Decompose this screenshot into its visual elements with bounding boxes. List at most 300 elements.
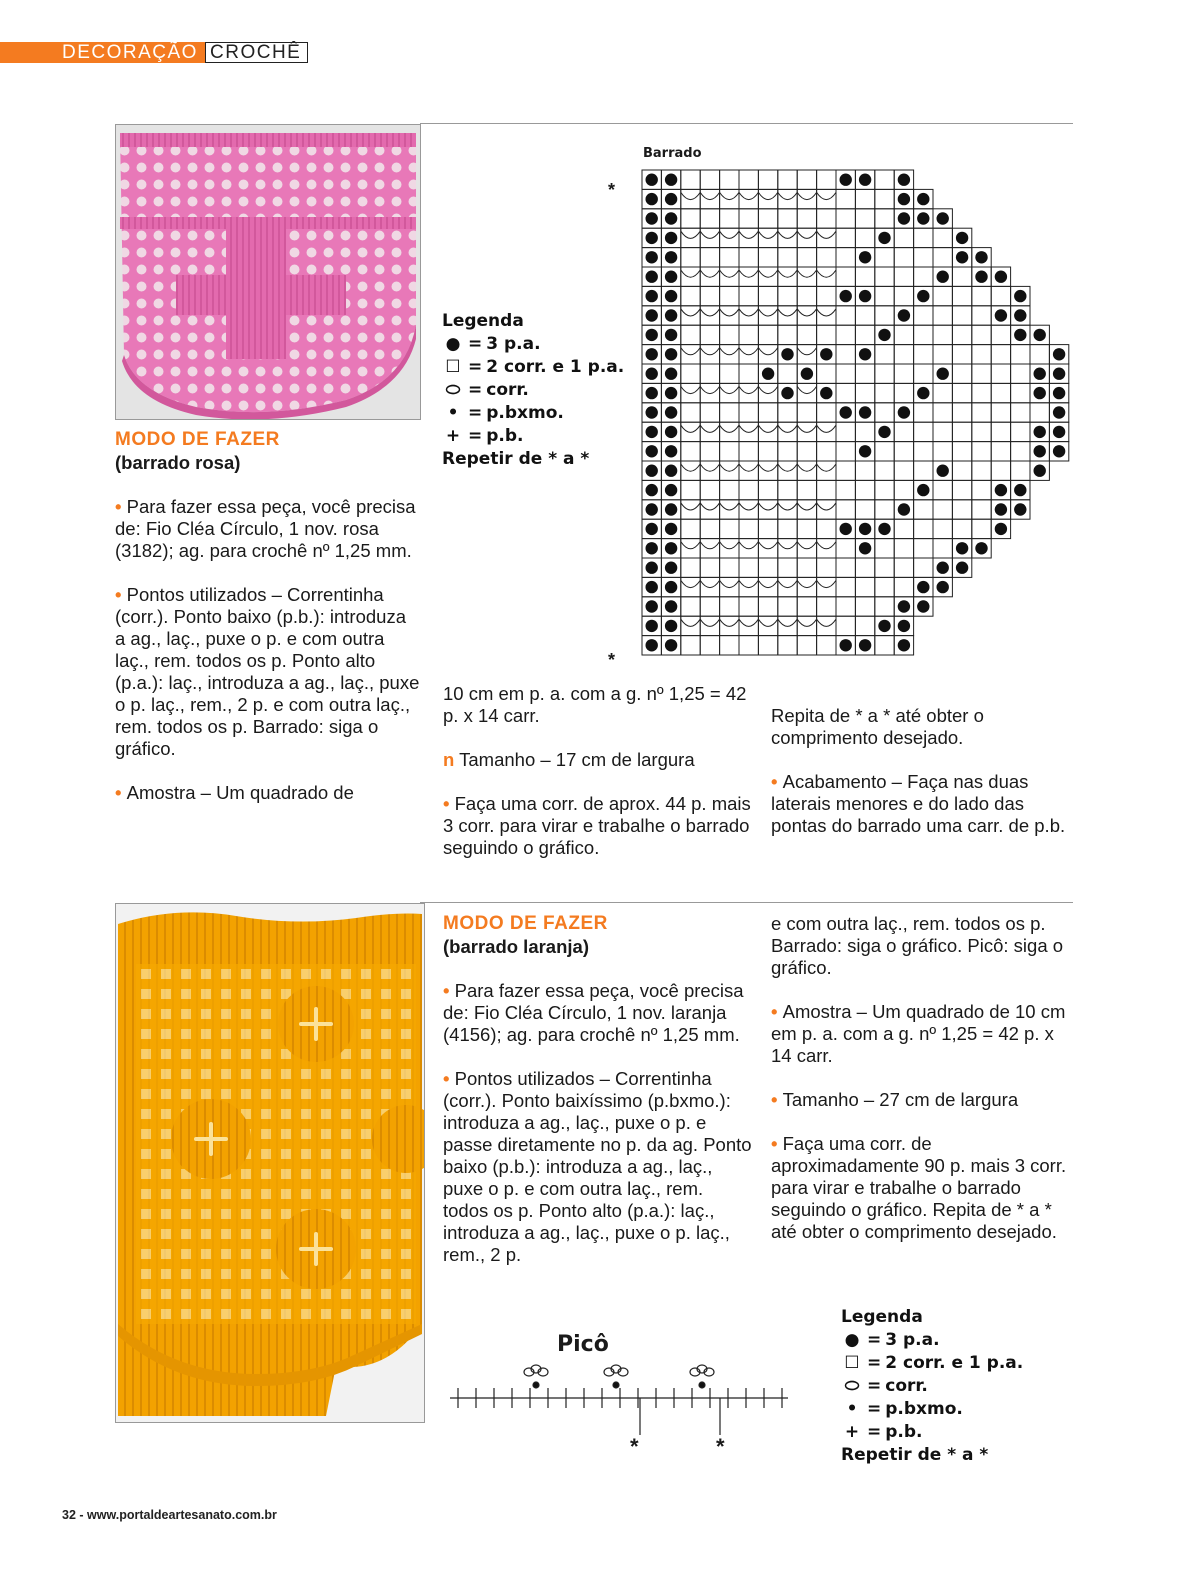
chart-cell [758,558,777,577]
chart-cell [914,267,933,286]
laranja-subheading: (barrado laranja) [443,936,589,957]
legend-title: Legenda [442,311,524,331]
chart-title: Barrado [643,146,702,161]
chart-cell [894,577,913,596]
orange-crochet-photo [115,903,425,1423]
chart-cell [778,500,797,519]
laranja-instructions [443,912,753,1288]
chart-cell [681,248,700,267]
chart-chain-arc [739,348,758,355]
chart-cell [914,248,933,267]
chart-chain-arc [758,580,777,587]
chart-chain-arc [720,619,739,626]
chart-stitch-dot [840,406,852,418]
chart-stitch-dot [646,620,658,632]
chart-stitch-dot [995,523,1007,535]
chart-cell [758,636,777,655]
legend-row: ☐ = 2 corr. e 1 p.a. [442,356,624,379]
chart-stitch-dot [917,212,929,224]
chart-stitch-dot [1053,348,1065,360]
chart-chain-arc [720,309,739,316]
pico-loop [604,1365,628,1388]
chart-stitch-dot [646,406,658,418]
chart-chain-arc [720,580,739,587]
chart-cell [836,442,855,461]
chart-cell [778,519,797,538]
chart-cell [855,209,874,228]
chart-cell [700,383,719,402]
chart-chain-arc [700,503,719,510]
chart-chain-arc [778,542,797,549]
chart-chain-arc [681,425,700,432]
chart-chain-arc [797,386,816,393]
chart-cell [817,325,836,344]
chart-cell [797,248,816,267]
chart-stitch-dot [995,309,1007,321]
chart-cell [952,306,971,325]
chart-stitch-dot [665,290,677,302]
chart-chain-arc [758,464,777,471]
chart-cell [720,519,739,538]
chart-cell [894,267,913,286]
chart-cell [933,248,952,267]
chart-stitch-dot [898,212,910,224]
chart-chain-arc [817,619,836,626]
chart-cell [952,383,971,402]
chart-cell [817,442,836,461]
chart-chain-arc [700,580,719,587]
chart-cell [894,558,913,577]
chart-cell [991,383,1010,402]
chart-cell [855,461,874,480]
chart-cell [875,306,894,325]
chart-cell [778,364,797,383]
chart-cell [875,403,894,422]
chart-stitch-dot [937,271,949,283]
chart-cell [836,267,855,286]
chart-cell [681,403,700,422]
chart-cell [817,286,836,305]
chart-chain-arc [739,386,758,393]
chart-chain-arc [681,309,700,316]
chart-cell [836,422,855,441]
bullet-icon: • [443,1068,455,1089]
chart-cell [758,345,777,364]
chart-stitch-dot [917,193,929,205]
chart-cell [836,189,855,208]
chart-cell [817,597,836,616]
chart-stitch-dot [1034,426,1046,438]
legend-text: 2 corr. e 1 p.a. [885,1353,1024,1373]
chart-cell [1030,345,1049,364]
chart-cell [855,267,874,286]
chart-stitch-dot [859,174,871,186]
chart-cell [972,442,991,461]
legend-row: ⬭ = corr. [442,379,624,402]
chart-cell [952,461,971,480]
chart-cell [681,597,700,616]
chart-stitch-dot [898,193,910,205]
chart-cell [894,325,913,344]
chart-stitch-dot [646,309,658,321]
chart-cell [817,519,836,538]
chart-cell [778,228,797,247]
chart-stitch-dot [665,484,677,496]
chart-cell [952,267,971,286]
chart-cell [836,325,855,344]
chart-stitch-dot [646,445,658,457]
chart-cell [720,383,739,402]
chart-chain-arc [700,192,719,199]
chart-stitch-dot [917,600,929,612]
chart-cell [952,286,971,305]
chart-stitch-dot [840,174,852,186]
chart-cell [778,170,797,189]
section-label: DECORAÇÃO [62,42,198,63]
chart-stitch-dot [665,542,677,554]
chart-chain-arc [778,231,797,238]
chart-stitch-dot [898,503,910,515]
chart-cell [681,636,700,655]
chart-stitch-dot [859,251,871,263]
chart-chain-arc [681,619,700,626]
chart-cell [681,286,700,305]
chart-cell [855,306,874,325]
chart-stitch-dot [995,503,1007,515]
chart-cell [855,480,874,499]
chart-stitch-dot [781,387,793,399]
chart-chain-arc [778,580,797,587]
rosa-instructions [115,428,420,826]
chart-cell [700,403,719,422]
chart-stitch-dot [937,368,949,380]
legend-text: corr. [885,1376,928,1396]
chart-cell [700,500,719,519]
chart-cell [739,442,758,461]
chart-cell [797,170,816,189]
chart-cell [875,500,894,519]
chart-chain-arc [817,503,836,510]
square-icon: ☐ [445,357,461,377]
chart-cell [914,306,933,325]
legend-title: Legenda [841,1307,923,1327]
legend-row: ⬭ = corr. [841,1375,1023,1398]
legend-text: p.bxmo. [885,1399,963,1419]
chart-cell [797,228,816,247]
chart-chain-arc [817,231,836,238]
chart-cell [739,345,758,364]
chart-cell [817,636,836,655]
chart-cell [720,636,739,655]
chart-stitch-dot [1053,406,1065,418]
plus-icon: + [844,1422,860,1442]
chart-chain-arc [700,386,719,393]
chart-stitch-dot [1034,387,1046,399]
pico-star-2: * [716,1434,725,1459]
page-footer: 32 - www.portaldeartesanato.com.br [62,1508,277,1522]
chart-chain-arc [797,309,816,316]
chart-cell [778,480,797,499]
chart-cell [836,616,855,635]
chart-stitch-dot [665,406,677,418]
chart-cell [739,170,758,189]
oval-icon: ⬭ [445,380,461,400]
chart-cell [758,248,777,267]
chart-chain-arc [681,270,700,277]
chart-cell [720,403,739,422]
chart-chain-arc [797,542,816,549]
chart-cell [991,403,1010,422]
chart-cell [778,209,797,228]
legend-text: 3 p.a. [885,1330,940,1350]
chart-cell [739,209,758,228]
chart-chain-arc [797,619,816,626]
chart-cell [875,577,894,596]
chart-cell [739,248,758,267]
chart-cell [700,170,719,189]
chart-cell [1011,442,1030,461]
chart-cell [739,597,758,616]
chart-chain-arc [758,270,777,277]
chart-stitch-dot [665,174,677,186]
legend-text: p.b. [885,1422,923,1442]
chart-cell [778,558,797,577]
chart-chain-arc [681,192,700,199]
chart-stitch-dot [665,426,677,438]
chart-cell [855,558,874,577]
repeat-star-top: * [608,180,616,200]
legend-top [442,310,624,471]
chart-cell [972,422,991,441]
chart-cell [720,325,739,344]
chart-stitch-dot [665,445,677,457]
chart-stitch-dot [898,600,910,612]
repeat-star-bottom: * [608,650,616,670]
chart-cell [739,325,758,344]
laranja-sample: Amostra – Um quadrado de 10 cm em p. a. com a g. nº 1,25 = 42 p. x 14 carr. [771,1001,1066,1066]
chart-chain-arc [739,192,758,199]
rosa-instructions-right [771,705,1071,859]
chart-stitch-dot [665,620,677,632]
chart-cell [933,403,952,422]
chart-cell [720,500,739,519]
chart-stitch-dot [975,271,987,283]
chart-cell [894,422,913,441]
chart-cell [836,558,855,577]
chart-stitch-dot [646,426,658,438]
chart-cell [933,306,952,325]
chart-stitch-dot [878,523,890,535]
chart-chain-arc [720,464,739,471]
bullet-icon: • [115,496,127,517]
chart-chain-arc [739,425,758,432]
chart-cell [758,286,777,305]
chart-stitch-dot [665,251,677,263]
chart-stitch-dot [956,251,968,263]
chart-cell [797,325,816,344]
chart-chain-arc [797,464,816,471]
chart-stitch-dot [1034,445,1046,457]
chart-chain-arc [720,231,739,238]
chart-cell [700,345,719,364]
chart-stitch-dot [1034,329,1046,341]
chart-cell [700,325,719,344]
chart-cell [972,519,991,538]
chart-stitch-dot [665,465,677,477]
chart-chain-arc [758,503,777,510]
chart-chain-arc [720,386,739,393]
chart-stitch-dot [646,212,658,224]
square-icon: ☐ [844,1353,860,1373]
chart-chain-arc [758,348,777,355]
chart-cell [720,345,739,364]
chart-cell [797,442,816,461]
chart-chain-arc [797,503,816,510]
chart-cell [758,403,777,422]
chart-cell [739,364,758,383]
chart-cell [914,228,933,247]
pico-loop [690,1365,714,1388]
chart-stitch-dot [646,523,658,535]
chart-stitch-dot [646,174,658,186]
chart-chain-arc [758,192,777,199]
chart-stitch-dot [1034,465,1046,477]
legend-text: 3 p.a. [486,334,541,354]
chart-cell [914,519,933,538]
chart-cell [758,170,777,189]
chart-stitch-dot [665,562,677,574]
chart-chain-arc [700,231,719,238]
chart-cell [972,325,991,344]
chart-cell [720,597,739,616]
chart-cell [700,286,719,305]
chart-chain-arc [817,464,836,471]
chart-cell [894,364,913,383]
chart-stitch-dot [1014,329,1026,341]
chart-cell [875,597,894,616]
chart-stitch-dot [820,348,832,360]
chart-cell [991,442,1010,461]
chart-cell [797,597,816,616]
chart-stitch-dot [646,290,658,302]
chart-cell [817,209,836,228]
chart-chain-arc [817,309,836,316]
chart-cell [914,325,933,344]
chart-stitch-dot [646,271,658,283]
chart-chain-arc [758,542,777,549]
chart-cell [933,228,952,247]
chart-cell [972,480,991,499]
chart-chain-arc [817,425,836,432]
chart-cell [933,480,952,499]
chart-chain-arc [739,619,758,626]
chart-chain-arc [758,425,777,432]
chart-stitch-dot [878,329,890,341]
chart-cell [797,558,816,577]
chart-cell [855,500,874,519]
chart-chain-arc [720,192,739,199]
chart-cell [875,364,894,383]
chart-cell [875,480,894,499]
chart-stitch-dot [956,232,968,244]
legend-repeat: Repetir de * a * [442,449,590,469]
chart-stitch-dot [917,290,929,302]
rosa-stitches: Pontos utilizados – Correntinha (corr.). Ponto baixo (p.b.): introduza a ag., laç., puxe o p. e com outra laç., rem. todos os p. Ponto alto (p.a.): laç., introduza a ag., laç., puxe o p. laç., rem., 2 p. e com outra laç., rem. todos os p. Barrado: siga o gráfico. [115,584,420,759]
laranja-make: Faça uma corr. de aproximadamente 90 p. mais 3 corr. para virar e trabalhe o barrado seguindo o gráfico. Repita de * a * até obter o comprimento desejado. [771,1133,1067,1242]
laranja-stitches-cont: e com outra laç., rem. todos os p. Barrado: siga o gráfico. Picô: siga o gráfico. [771,913,1064,978]
pico-loop [524,1365,548,1388]
chart-stitch-dot [1014,484,1026,496]
chart-cell [875,461,894,480]
pink-crochet-photo [115,124,421,420]
chart-cell [855,325,874,344]
rosa-finish: Acabamento – Faça nas duas laterais menores e do lado das pontas do barrado uma carr. de p.b. [771,771,1066,836]
chart-cell [952,325,971,344]
chart-cell [681,500,700,519]
chart-stitch-dot [1053,445,1065,457]
chart-cell [914,461,933,480]
bullet-icon: • [115,584,127,605]
chart-cell [933,539,952,558]
chart-cell [739,383,758,402]
chart-stitch-dot [859,542,871,554]
chart-cell [758,325,777,344]
chart-stitch-dot [646,484,658,496]
legend-bottom [841,1306,1023,1467]
chart-stitch-dot [665,639,677,651]
chart-cell [700,558,719,577]
chart-stitch-dot [995,484,1007,496]
chart-cell [720,286,739,305]
chart-cell [894,461,913,480]
chart-cell [952,480,971,499]
chart-chain-arc [778,464,797,471]
chart-stitch-dot [917,484,929,496]
chart-chain-arc [700,542,719,549]
chart-cell [933,345,952,364]
chart-cell [817,480,836,499]
chart-stitch-dot [878,426,890,438]
chart-cell [681,519,700,538]
chart-stitch-dot [665,348,677,360]
chart-cell [681,383,700,402]
chart-cell [817,228,836,247]
chart-cell [758,209,777,228]
chart-chain-arc [817,542,836,549]
chart-chain-arc [681,580,700,587]
chart-stitch-dot [646,542,658,554]
rosa-heading: MODO DE FAZER [115,429,280,450]
chart-chain-arc [778,503,797,510]
chart-cell [894,539,913,558]
chart-stitch-dot [665,271,677,283]
chart-cell [739,558,758,577]
pico-title: Picô [557,1332,609,1357]
chart-chain-arc [758,619,777,626]
legend-row: + = p.b. [442,425,624,448]
chart-stitch-dot [859,290,871,302]
rosa-sample-a: Amostra – Um quadrado de [126,782,354,803]
pico-star-1: * [630,1434,639,1459]
chart-cell [914,364,933,383]
chart-cell [914,558,933,577]
chart-cell [758,442,777,461]
chart-cell [933,286,952,305]
section-rule [420,902,1073,903]
chart-cell [700,248,719,267]
chart-cell [952,422,971,441]
small-dot-icon: • [447,403,459,423]
